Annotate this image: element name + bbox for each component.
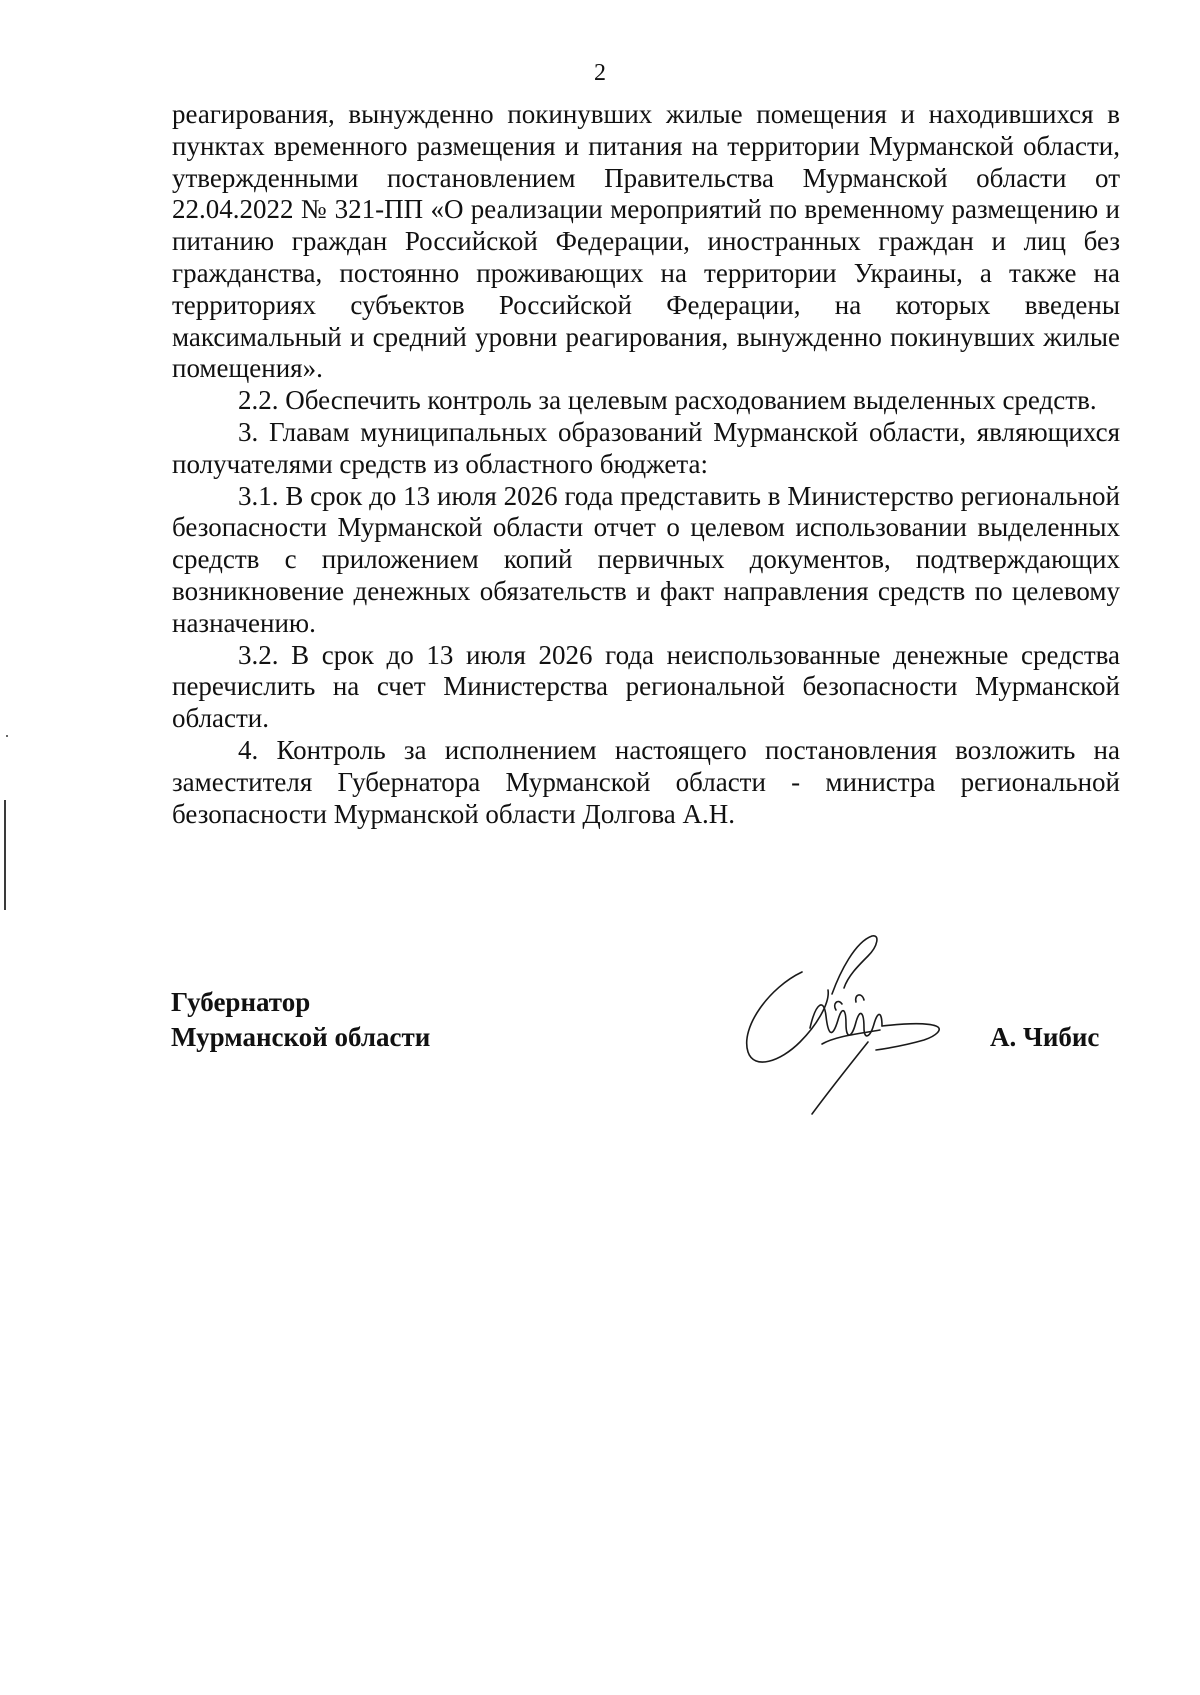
paragraph-2-2: 2.2. Обеспечить контроль за целевым расходованием выделенных средств.: [238, 385, 1097, 416]
scan-edge-mark: [4, 800, 6, 910]
handwritten-signature: [740, 932, 950, 1117]
paragraph-3-2: 3.2. В срок до 13 июля 2026 года неиспользованные денежные средства перечислить на счет Министерства региональной безопасности Мурманской области.: [172, 639, 1120, 734]
page-number: 2: [594, 60, 606, 86]
paragraph-4: 4. Контроль за исполнением настоящего постановления возложить на заместителя Губернатора Мурманской области - министра региональной безопасности Мурманской области Долгова А.Н.: [172, 734, 1120, 829]
signatory-title-line-1: Губернатор: [171, 987, 311, 1017]
signatory-name: А. Чибис: [990, 1022, 1100, 1052]
paragraph-3: 3. Главам муниципальных образований Мурманской области, являющихся получателями средств из областного бюджета:: [172, 416, 1120, 479]
signatory-title-line-2: Мурманской области: [171, 1022, 431, 1052]
paragraph-3-1: 3.1. В срок до 13 июля 2026 года представить в Министерство региональной безопасности Мурманской области отчет о целевом использовании выделенных средств с приложением копий первичных документов, подтверждающих возникновение денежных обязательств и факт направления средств по целевому назначению.: [172, 480, 1120, 638]
signatory-title: [171, 985, 430, 1055]
scan-artifact-dot: [6, 735, 8, 737]
document-body: [172, 99, 1120, 830]
paragraph-continuation: реагирования, вынужденно покинувших жилые помещения и находившихся в пунктах временного размещения и питания на территории Мурманской области, утвержденными постановлением Правительства Мурманской области от 22.04.2022 № 321-ПП «О реализации мероприятий по временному размещению и питанию граждан Российской Федерации, иностранных граждан и лиц без гражданства, постоянно проживающих на территории Украины, а также на территориях субъектов Российской Федерации, на которых введены максимальный и средний уровни реагирования, вынужденно покинувших жилые помещения».: [172, 99, 1120, 384]
